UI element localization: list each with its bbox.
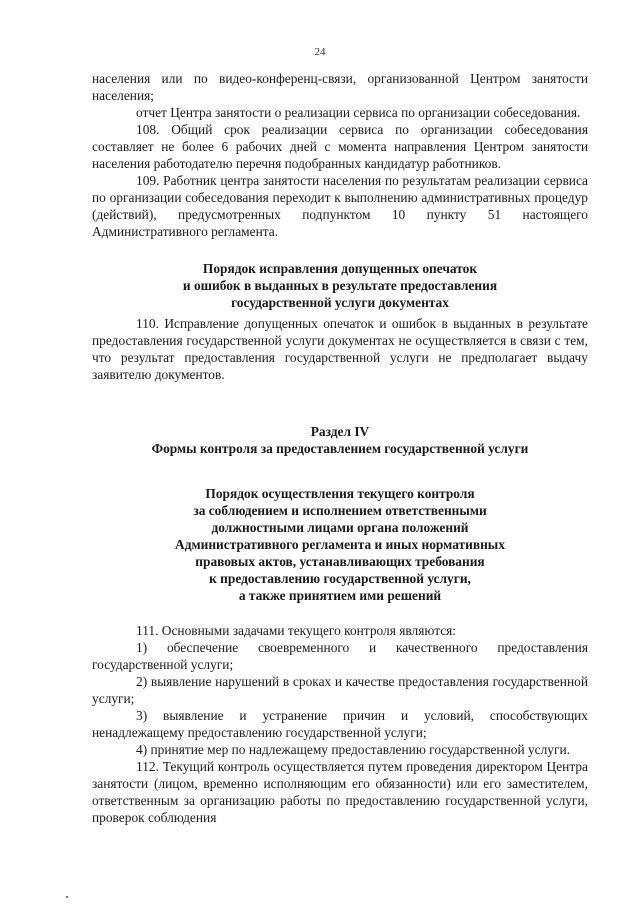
paragraph-report: отчет Центра занятости о реализации сервиса по организации собеседования. (136, 105, 581, 120)
scan-speck (66, 896, 68, 898)
paragraph-continuation: населения или по видео-конференц-связи, организованной Центром занятости населения; (92, 71, 588, 103)
list-item-3: 3) выявление и устранение причин и условий, способствующих ненадлежащему предоставлению государственной услуги; (92, 708, 588, 740)
heading-line: Административного регламента и иных нормативных (175, 537, 505, 552)
section-title: Раздел IV (310, 424, 370, 439)
section-subtitle: Формы контроля за предоставлением государственной услуги (151, 441, 529, 456)
paragraph-111: 111. Основными задачами текущего контроля являются: (136, 623, 457, 638)
section-heading (92, 423, 588, 457)
document-body (92, 70, 588, 826)
heading-line: правовых актов, устанавливающих требования (195, 554, 485, 569)
heading-errors (92, 260, 588, 311)
heading-line: и ошибок в выданных в результате предоставления (182, 278, 498, 293)
heading-line: должностными лицами органа положений (211, 520, 469, 535)
list-item-2: 2) выявление нарушений в сроках и качестве предоставления государственной услуги; (92, 674, 588, 706)
heading-line: Порядок осуществления текущего контроля (205, 486, 475, 501)
heading-line: Порядок исправления допущенных опечаток (202, 261, 478, 276)
heading-control (92, 485, 588, 604)
heading-line: за соблюдением и исполнением ответственными (193, 503, 487, 518)
page-number: 24 (314, 46, 326, 58)
list-item-1: 1) обеспечение своевременного и качественного предоставления государственной услуги; (92, 640, 588, 672)
paragraph-108: 108. Общий срок реализации сервиса по организации собеседования составляет не более 6 рабочих дней с момента направления Центром занятости населения работодателю перечня подобранных кандидатур работников. (92, 122, 588, 171)
heading-line: государственной услуги документах (231, 295, 449, 310)
heading-line: к предоставлению государственной услуги, (209, 571, 471, 586)
paragraph-109: 109. Работник центра занятости населения по результатам реализации сервиса по организации собеседования переходит к выполнению административных процедур (действий), предусмотренных подпунктом 10 пункту 51 настоящего Административного регламента. (92, 173, 588, 239)
heading-line: а также принятием ими решений (238, 588, 442, 603)
paragraph-112: 112. Текущий контроль осуществляется путем проведения директором Центра занятости (лицом, временно исполняющим его обязанности) или его заместителем, ответственным за организацию работы по предоставлению государственной услуги, проверок соблюдения (92, 759, 588, 825)
paragraph-110: 110. Исправление допущенных опечаток и ошибок в выданных в результате предоставления государственной услуги документах не осуществляется в связи с тем, что результат предоставления государственной услуги не предполагает выдачу заявителю документов. (92, 316, 588, 382)
list-item-4: 4) принятие мер по надлежащему предоставлению государственной услуги. (136, 742, 570, 757)
